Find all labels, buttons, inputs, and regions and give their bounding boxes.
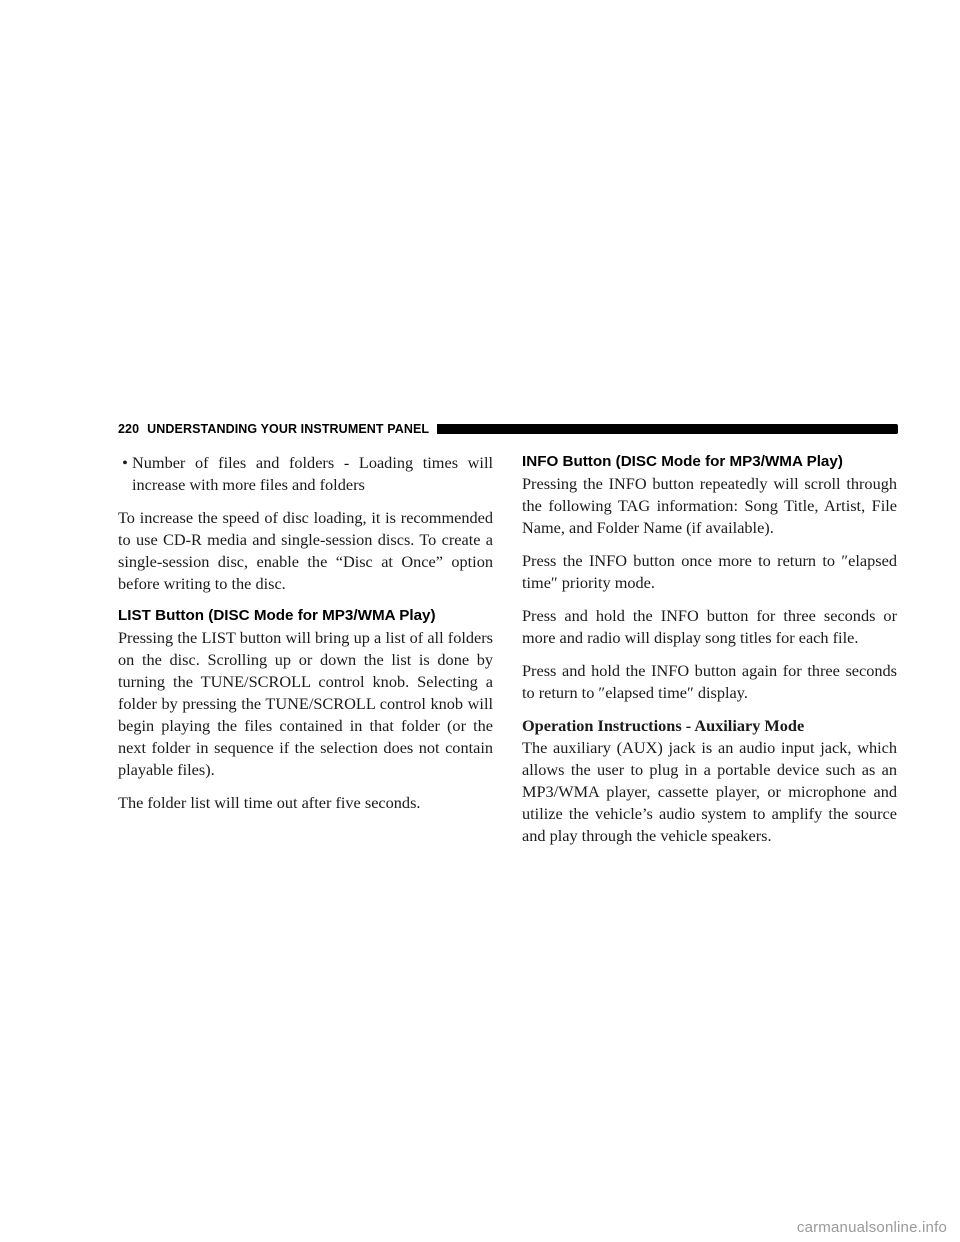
right-column [522, 452, 897, 858]
list-button-paragraph: Pressing the LIST button will bring up a list of all folders on the disc. Scrolling up or down the list is done by turning the TUNE/SCROLL control knob. Selecting a folder by pressing the TUNE/SCROLL control knob will begin playing the files contained in that folder (or the next folder in sequence if the selection does not contain playable files). [118, 628, 493, 779]
folder-timeout-paragraph: The folder list will time out after five seconds. [118, 793, 421, 812]
info-paragraph-4: Press and hold the INFO button again for three seconds to return to ″elapsed time″ display. [522, 661, 897, 702]
list-button-heading: LIST Button (DISC Mode for MP3/WMA Play) [118, 607, 436, 624]
watermark: carmanualsonline.info [796, 1219, 947, 1236]
header-rule-bar [437, 424, 898, 434]
aux-mode-heading: Operation Instructions - Auxiliary Mode [522, 716, 805, 735]
info-paragraph-1: Pressing the INFO button repeatedly will scroll through the following TAG information: Song Title, Artist, File Name, and Folder Name (if available). [522, 474, 897, 537]
list-item [118, 452, 493, 496]
bullet-text: Number of files and folders - Loading times will increase with more files and folders [132, 453, 493, 494]
info-button-heading: INFO Button (DISC Mode for MP3/WMA Play) [522, 453, 843, 470]
left-column [118, 452, 493, 825]
section-title: UNDERSTANDING YOUR INSTRUMENT PANEL [147, 422, 430, 436]
disc-loading-paragraph: To increase the speed of disc loading, it is recommended to use CD-R media and single-session discs. To create a single-session disc, enable the “Disc at Once” option before writing to the disc. [118, 508, 493, 593]
aux-mode-paragraph: The auxiliary (AUX) jack is an audio input jack, which allows the user to plug in a portable device such as an MP3/WMA player, cassette player, or microphone and utilize the vehicle’s audio system to amplify the source and play through the vehicle speakers. [522, 738, 897, 845]
bullet-icon: • [122, 453, 128, 472]
page-number: 220 [118, 422, 140, 436]
info-paragraph-3: Press and hold the INFO button for three seconds or more and radio will display song titles for each file. [522, 606, 897, 647]
info-paragraph-2: Press the INFO button once more to return to ″elapsed time″ priority mode. [522, 551, 897, 592]
page-header [118, 421, 898, 437]
